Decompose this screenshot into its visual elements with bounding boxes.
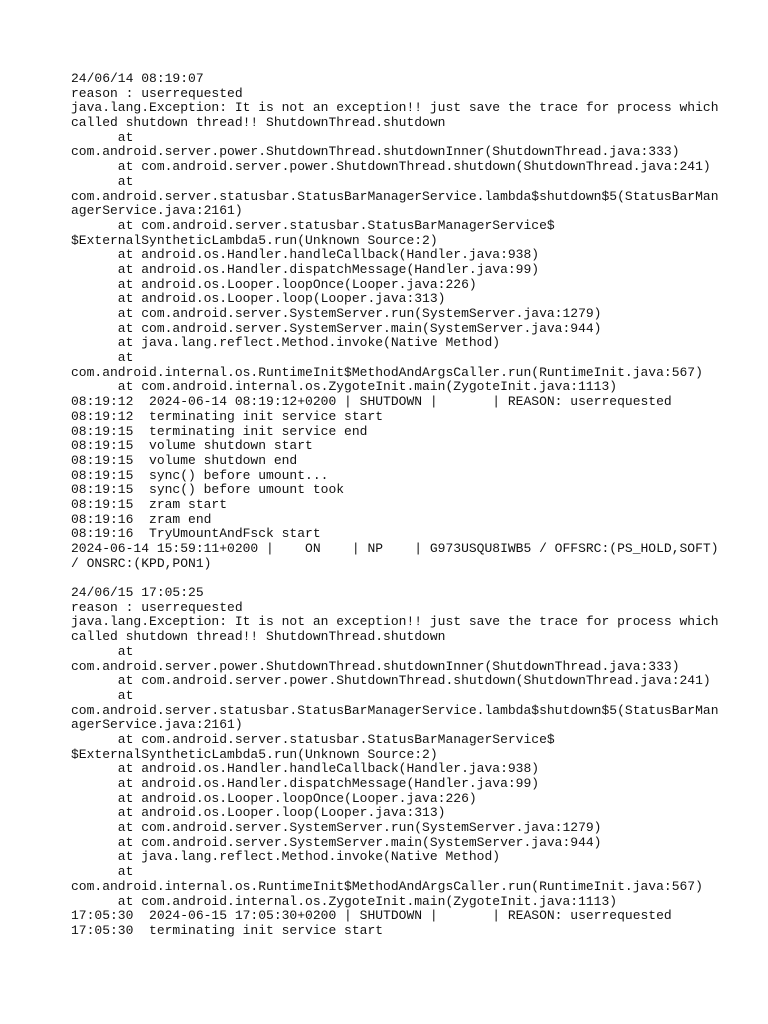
- log-line: 08:19:15 sync() before umount...: [71, 467, 329, 483]
- log-line: at com.android.server.SystemServer.main(SystemServer.java:944): [71, 320, 602, 336]
- log-line: / ONSRC:(KPD,PON1): [71, 555, 212, 571]
- log-line: 08:19:16 zram end: [71, 511, 212, 527]
- log-line: at android.os.Handler.handleCallback(Handler.java:938): [71, 247, 540, 263]
- log-line: com.android.server.statusbar.StatusBarManagerService.lambda$shutdown$5(StatusBarMan: [71, 702, 719, 718]
- log-line: at android.os.Handler.handleCallback(Handler.java:938): [71, 761, 540, 777]
- log-line: called shutdown thread!! ShutdownThread.shutdown: [71, 629, 446, 645]
- log-line: com.android.server.power.ShutdownThread.shutdownInner(ShutdownThread.java:333): [71, 658, 680, 674]
- log-line: 08:19:15 zram start: [71, 496, 228, 512]
- log-line: 17:05:30 2024-06-15 17:05:30+0200 | SHUTDOWN | | REASON: userrequested: [71, 908, 672, 924]
- log-line: 08:19:15 sync() before umount took: [71, 482, 345, 498]
- log-line: agerService.java:2161): [71, 717, 243, 733]
- entry-separator: [71, 571, 711, 586]
- log-line: at com.android.server.SystemServer.run(SystemServer.java:1279): [71, 820, 602, 836]
- log-line: com.android.internal.os.RuntimeInit$MethodAndArgsCaller.run(RuntimeInit.java:567): [71, 878, 703, 894]
- log-line: 08:19:15 volume shutdown start: [71, 438, 313, 454]
- log-line: at com.android.server.power.ShutdownThread.shutdown(ShutdownThread.java:241): [71, 673, 711, 689]
- log-line: com.android.server.statusbar.StatusBarManagerService.lambda$shutdown$5(StatusBarMan: [71, 188, 719, 204]
- log-line: at com.android.internal.os.ZygoteInit.main(ZygoteInit.java:1113): [71, 379, 618, 395]
- log-line: at com.android.server.SystemServer.run(SystemServer.java:1279): [71, 306, 602, 321]
- log-line: reason : userrequested: [71, 85, 243, 101]
- log-line: java.lang.Exception: It is not an exception!! just save the trace for process which: [71, 100, 719, 116]
- log-line: at android.os.Looper.loop(Looper.java:313): [71, 805, 446, 821]
- log-line: reason : userrequested: [71, 599, 243, 615]
- log-line: agerService.java:2161): [71, 203, 243, 219]
- log-line: 24/06/14 08:19:07: [71, 71, 204, 86]
- log-line: at com.android.server.statusbar.StatusBarManagerService$: [71, 217, 555, 233]
- log-line: 08:19:16 TryUmountAndFsck start: [71, 526, 321, 542]
- log-line: at android.os.Looper.loopOnce(Looper.java:226): [71, 276, 477, 292]
- log-line: at java.lang.reflect.Method.invoke(Native Method): [71, 335, 501, 351]
- log-line: at: [71, 643, 134, 659]
- log-line: 08:19:15 volume shutdown end: [71, 452, 298, 468]
- log-line: at com.android.server.statusbar.StatusBarManagerService$: [71, 731, 555, 747]
- log-line: at com.android.internal.os.ZygoteInit.main(ZygoteInit.java:1113): [71, 893, 618, 909]
- log-line: com.android.server.power.ShutdownThread.shutdownInner(ShutdownThread.java:333): [71, 144, 680, 160]
- log-line: 24/06/15 17:05:25: [71, 585, 204, 601]
- log-line: at: [71, 350, 134, 366]
- log-line: $ExternalSyntheticLambda5.run(Unknown Source:2): [71, 232, 438, 248]
- log-document: [71, 71, 719, 939]
- log-line: at: [71, 129, 134, 145]
- log-line: java.lang.Exception: It is not an exception!! just save the trace for process which: [71, 614, 719, 630]
- log-line: called shutdown thread!! ShutdownThread.shutdown: [71, 115, 446, 131]
- log-line: 08:19:12 2024-06-14 08:19:12+0200 | SHUTDOWN | | REASON: userrequested: [71, 394, 672, 410]
- log-line: at com.android.server.SystemServer.main(SystemServer.java:944): [71, 834, 602, 850]
- log-entry: [71, 585, 719, 939]
- log-line: at java.lang.reflect.Method.invoke(Native Method): [71, 849, 501, 865]
- log-line: 08:19:12 terminating init service start: [71, 408, 384, 424]
- log-line: at: [71, 864, 134, 880]
- log-line: 2024-06-14 15:59:11+0200 | ON | NP | G973USQU8IWB5 / OFFSRC:(PS_HOLD,SOFT): [71, 541, 719, 556]
- log-line: $ExternalSyntheticLambda5.run(Unknown Source:2): [71, 746, 438, 762]
- log-line: at android.os.Looper.loop(Looper.java:313): [71, 291, 446, 307]
- log-line: com.android.internal.os.RuntimeInit$MethodAndArgsCaller.run(RuntimeInit.java:567): [71, 364, 703, 380]
- log-line: at com.android.server.power.ShutdownThread.shutdown(ShutdownThread.java:241): [71, 159, 711, 175]
- log-line: at android.os.Looper.loopOnce(Looper.java:226): [71, 790, 477, 806]
- log-line: at android.os.Handler.dispatchMessage(Handler.java:99): [71, 261, 540, 277]
- log-entry: [71, 71, 719, 571]
- log-line: 17:05:30 terminating init service start: [71, 922, 384, 938]
- log-line: 08:19:15 terminating init service end: [71, 423, 368, 439]
- log-line: at: [71, 687, 134, 703]
- log-line: at android.os.Handler.dispatchMessage(Handler.java:99): [71, 776, 540, 791]
- log-line: at: [71, 173, 134, 189]
